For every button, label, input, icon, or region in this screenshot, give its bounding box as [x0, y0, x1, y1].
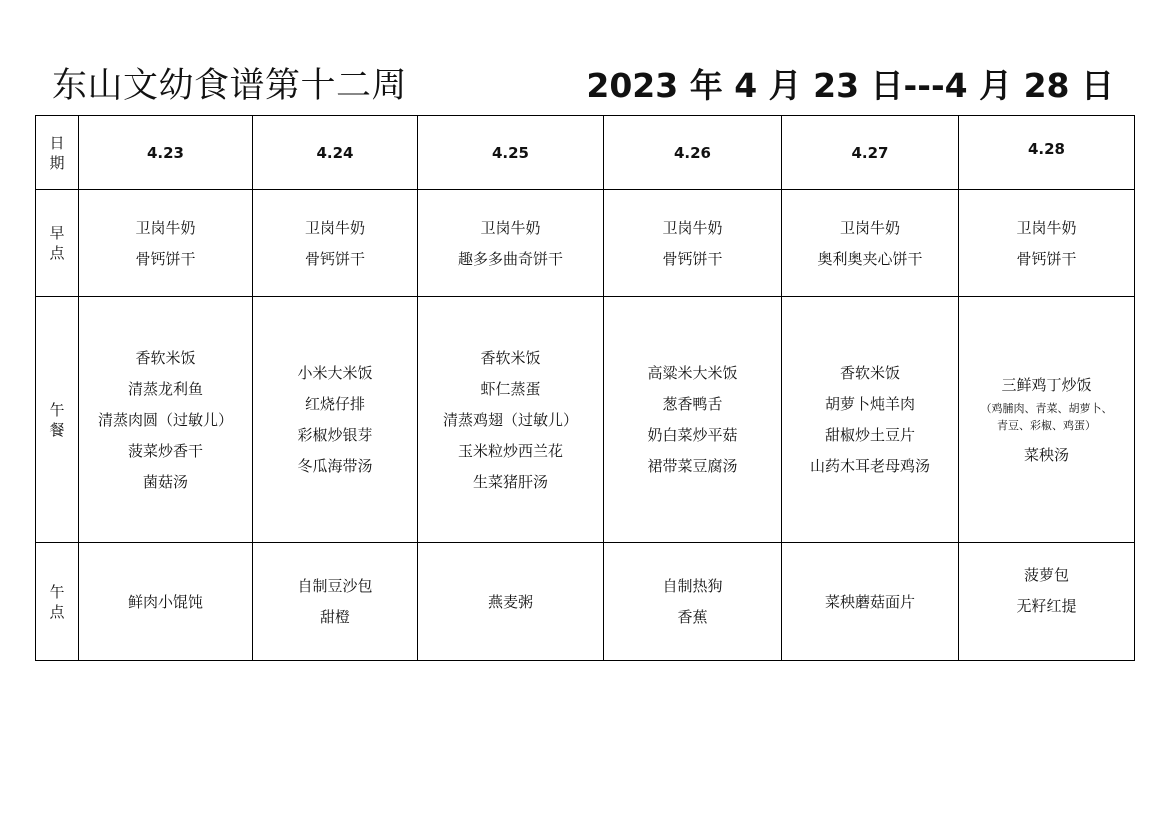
breakfast-cell — [782, 190, 959, 297]
menu-item: 卫岗牛奶 — [662, 218, 723, 237]
menu-item: 香蕉 — [677, 608, 708, 626]
menu-item: 清蒸肉圆（过敏儿） — [97, 410, 233, 429]
breakfast-cell — [418, 190, 604, 297]
date-row — [36, 116, 1135, 190]
menu-item: 菜秧蘑菇面片 — [824, 592, 915, 611]
row-head-breakfast: 早 点 — [36, 190, 79, 297]
menu-item: 卫岗牛奶 — [480, 218, 541, 237]
date-range: 2023 年 4 月 23 日---4 月 28 日 — [586, 66, 1114, 105]
snack-cell — [79, 543, 253, 661]
row-head-date: 日 期 — [36, 116, 79, 190]
menu-item: 红烧仔排 — [304, 395, 365, 413]
menu-item: 卫岗牛奶 — [135, 218, 196, 237]
breakfast-cell — [79, 190, 253, 297]
menu-item: 卫岗牛奶 — [304, 218, 365, 237]
menu-item: 甜橙 — [319, 608, 350, 626]
lunch-cell — [79, 297, 253, 543]
menu-item: 自制豆沙包 — [297, 577, 373, 595]
lunch-cell — [604, 297, 782, 543]
menu-item: 菠萝包 — [1023, 566, 1069, 584]
date-cell: 4.26 — [604, 116, 782, 190]
lunch-cell — [253, 297, 418, 543]
menu-item: 菠菜炒香干 — [127, 441, 203, 460]
menu-item: 卫岗牛奶 — [839, 218, 900, 237]
menu-item: 玉米粒炒西兰花 — [457, 441, 563, 460]
lunch-row — [36, 297, 1135, 543]
row-head-lunch: 午 餐 — [36, 297, 79, 543]
menu-item: 高粱米大米饭 — [647, 364, 738, 382]
menu-item: 无籽红提 — [1016, 597, 1077, 615]
menu-item: 甜椒炒土豆片 — [824, 426, 915, 444]
snack-cell — [253, 543, 418, 661]
lunch-cell — [782, 297, 959, 543]
menu-item: 冬瓜海带汤 — [297, 457, 373, 475]
menu-item: 自制热狗 — [662, 577, 723, 595]
breakfast-cell — [959, 190, 1135, 297]
menu-item: 骨钙饼干 — [135, 249, 196, 268]
menu-title: 东山文幼食谱第十二周 — [52, 66, 408, 106]
snack-cell — [418, 543, 604, 661]
lunch-cell — [959, 297, 1135, 543]
menu-item: 趣多多曲奇饼干 — [457, 249, 563, 268]
ingredient-note: 青豆、彩椒、鸡蛋） — [997, 418, 1096, 432]
date-cell: 4.23 — [79, 116, 253, 190]
row-head-snack: 午 点 — [36, 543, 79, 661]
menu-item: 燕麦粥 — [487, 592, 533, 611]
menu-item: 小米大米饭 — [297, 364, 373, 382]
menu-item: 裙带菜豆腐汤 — [647, 457, 738, 475]
breakfast-cell — [604, 190, 782, 297]
date-cell: 4.25 — [418, 116, 604, 190]
snack-row — [36, 543, 1135, 661]
date-cell: 4.27 — [782, 116, 959, 190]
menu-item: 香软米饭 — [135, 348, 196, 367]
breakfast-row — [36, 190, 1135, 297]
menu-item: 三鲜鸡丁炒饭 — [1001, 375, 1092, 394]
menu-item: 山药木耳老母鸡汤 — [809, 457, 930, 475]
menu-item: 葱香鸭舌 — [662, 395, 723, 413]
menu-item: 清蒸鸡翅（过敏儿） — [442, 410, 578, 429]
ingredient-note: （鸡脯肉、青菜、胡萝卜、 — [980, 401, 1113, 415]
menu-item: 骨钙饼干 — [304, 249, 365, 268]
menu-item: 骨钙饼干 — [1016, 249, 1077, 268]
menu-item: 彩椒炒银芽 — [297, 426, 373, 444]
menu-item: 清蒸龙利鱼 — [127, 379, 203, 398]
date-cell: 4.24 — [253, 116, 418, 190]
snack-cell — [782, 543, 959, 661]
menu-item: 生菜猪肝汤 — [472, 472, 548, 491]
menu-item: 奶白菜炒平菇 — [647, 426, 738, 444]
menu-item: 菌菇汤 — [142, 472, 188, 491]
menu-item: 香软米饭 — [839, 364, 900, 382]
breakfast-cell — [253, 190, 418, 297]
menu-item: 虾仁蒸蛋 — [480, 379, 541, 398]
menu-item: 胡萝卜炖羊肉 — [824, 395, 915, 413]
menu-item: 香软米饭 — [480, 348, 541, 367]
menu-item: 奥利奥夹心饼干 — [817, 249, 923, 268]
snack-cell — [604, 543, 782, 661]
menu-item: 菜秧汤 — [1023, 445, 1069, 464]
menu-item: 鲜肉小馄饨 — [127, 592, 203, 611]
menu-item: 卫岗牛奶 — [1016, 218, 1077, 237]
menu-item: 骨钙饼干 — [662, 249, 723, 268]
date-cell: 4.28 — [959, 116, 1135, 190]
weekly-menu-table — [35, 115, 1135, 661]
lunch-cell — [418, 297, 604, 543]
snack-cell — [959, 543, 1135, 661]
